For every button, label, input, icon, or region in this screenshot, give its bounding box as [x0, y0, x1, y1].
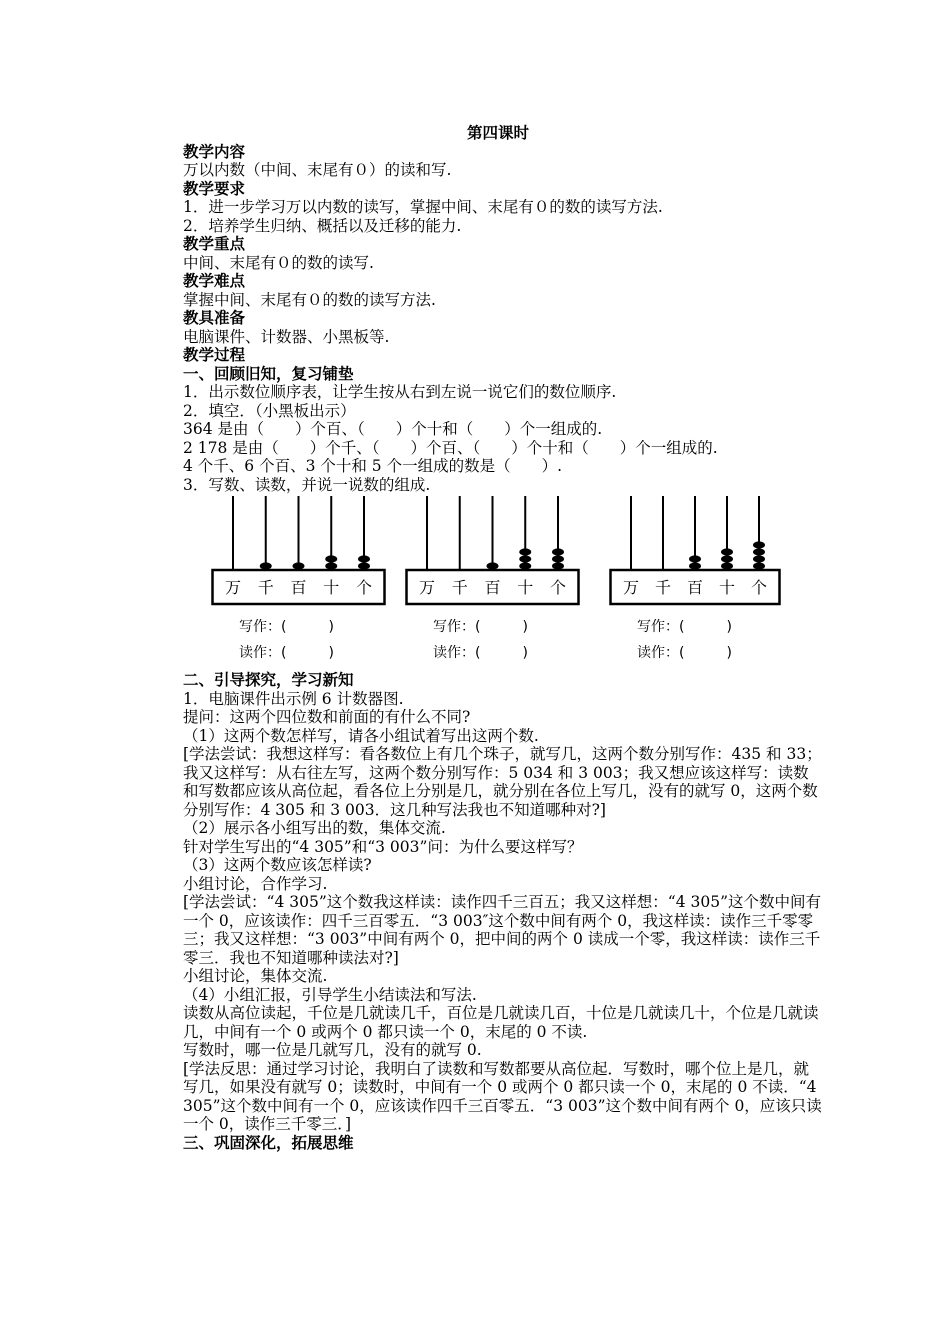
abacus-bead — [753, 555, 765, 562]
key-points-text: 中间、末尾有０的数的读写. — [183, 253, 374, 272]
read-as-blank: 读作：( ) — [239, 645, 334, 661]
difficulty-text: 掌握中间、末尾有０的数的读写方法. — [183, 290, 436, 309]
place-value-label: 个 — [355, 578, 373, 597]
write-as-blank: 写作：( ) — [239, 619, 334, 635]
lesson-title: 第四课时 — [466, 123, 529, 142]
difficulty-heading: 教学难点 — [183, 272, 246, 290]
place-value-label: 千 — [654, 578, 672, 597]
content-heading: 教学内容 — [183, 142, 246, 161]
section-3-heading: 三、巩固深化，拓展思维 — [183, 1133, 354, 1152]
abacus-bead — [753, 548, 765, 555]
abacus-figure-row — [183, 496, 823, 671]
abacus-2 — [405, 496, 580, 661]
section-2-line-1: 1．电脑课件出示例 6 计数器图. — [183, 689, 404, 708]
requirement-2: 2．培养学生归纳、概括以及迁移的能力. — [183, 216, 462, 235]
section-2-para-1: [学法尝试：我想这样写：看各数位上有几个珠子，就写几，这两个数分别写作：435 和 33；我又这样写：从右往左写，这两个数分别写作：5 034 和 3 003；我又想应该这样写：读数和写数都应该从高位起，看各位上分别是几，就分别在各位上写几，没有的就写 0，这两个数分别写作：4 305 和 3 003．这几种写法我也不知道哪种对?] — [183, 745, 822, 819]
abacus-bead — [293, 562, 305, 569]
process-heading: 教学过程 — [183, 346, 246, 364]
place-value-label: 百 — [290, 578, 307, 597]
abacus-bead — [753, 562, 765, 569]
read-as-blank: 读作：( ) — [637, 645, 732, 661]
write-as-blank: 写作：( ) — [637, 619, 732, 635]
write-as-blank: 写作：( ) — [433, 619, 528, 635]
section-1-line-2: 2．填空．（小黑板出示） — [183, 401, 356, 420]
place-value-label: 十 — [517, 578, 534, 597]
abacus-bead — [487, 562, 499, 569]
abacus-1 — [211, 496, 386, 661]
section-2-line-10: 写数时，哪一位是几就写几，没有的就写 0. — [183, 1041, 482, 1059]
section-2-para-2: [学法尝试：“4 305”这个数我这样读：读作四千三百五；我又这样想：“4 305”这个数中间有一个 0，应该读作：四千三百零五．“3 003″这个数中间有两个 0，我这样读：读作三千零零三；我又这样想：“3 003”中间有两个 0，把中间的两个 0 读成一个零，我这样读：读作三千零三．我也不知道哪种读法对?] — [183, 893, 821, 967]
section-1-line-1: 1．出示数位顺序表，让学生按从右到左说一说它们的数位顺序. — [183, 383, 617, 401]
section-2-line-9: （4）小组汇报，引导学生小结读法和写法. — [183, 985, 477, 1004]
abacus-drawing — [211, 496, 386, 608]
abacus-bead — [325, 562, 337, 569]
section-2-para-3: 读数从高位读起，千位是几就读几千，百位是几就读几百，十位是几就读几十，个位是几就读几，中间有一个 0 或两个 0 都只读一个 0，末尾的 0 不读. — [183, 1004, 819, 1041]
abacus-bead — [552, 548, 564, 555]
section-2-line-6: （3）这两个数应该怎样读? — [183, 856, 372, 874]
abacus-bead — [689, 555, 701, 562]
abacus-bead — [519, 555, 531, 562]
abacus-drawing — [405, 496, 580, 608]
abacus-bead — [519, 548, 531, 555]
abacus-bead — [552, 562, 564, 569]
place-value-label: 千 — [451, 578, 468, 597]
abacus-drawing — [609, 496, 781, 608]
place-value-label: 个 — [549, 578, 567, 597]
tools-heading: 教具准备 — [183, 309, 246, 327]
place-value-label: 个 — [750, 578, 768, 597]
abacus-3 — [609, 496, 781, 661]
section-1-line-3: 364 是由（ ）个百、（ ）个十和（ ）个一组成的. — [183, 420, 603, 438]
place-value-label: 百 — [686, 578, 704, 597]
section-2-line-7: 小组讨论，合作学习. — [183, 874, 328, 893]
section-1-heading: 一、回顾旧知，复习铺垫 — [183, 364, 354, 383]
section-1-line-4: 2 178 是由（ ）个千、（ ）个百、（ ）个十和（ ）个一组成的. — [183, 438, 718, 457]
place-value-label: 百 — [484, 578, 501, 597]
section-1-line-6: 3．写数、读数，并说一说数的组成. — [183, 475, 431, 494]
abacus-bead — [358, 555, 370, 562]
tools-text: 电脑课件、计数器、小黑板等. — [183, 327, 390, 346]
abacus-bead — [552, 555, 564, 562]
abacus-bead — [358, 562, 370, 569]
section-1-line-5: 4 个千、6 个百、3 个十和 5 个一组成的数是（ ）. — [183, 457, 563, 475]
place-value-label: 十 — [323, 578, 340, 597]
abacus-bead — [721, 548, 733, 555]
section-2-para-4: [学法反思：通过学习讨论，我明白了读数和写数都要从高位起．写数时，哪个位上是几，就写几，如果没有就写 0；读数时，中间有一个 0 或两个 0 都只读一个 0，末尾的 0 不读．“4 305”这个数中间有一个 0，应该读作四千三百零五．“3 003”这个数中间有两个 0，应该只读一个 0，读作三千零三．] — [183, 1059, 822, 1133]
place-value-label: 千 — [257, 578, 274, 597]
section-2-line-2: 提问：这两个四位数和前面的有什么不同? — [183, 708, 471, 726]
read-as-blank: 读作：( ) — [433, 645, 528, 661]
place-value-label: 万 — [224, 578, 242, 597]
section-2-line-5: 针对学生写出的“4 305”和“3 003”问：为什么要这样写？ — [183, 837, 583, 856]
abacus-bead — [325, 555, 337, 562]
requirements-heading: 教学要求 — [183, 179, 246, 198]
key-points-heading: 教学重点 — [183, 235, 246, 253]
place-value-label: 十 — [718, 578, 736, 597]
section-2-line-3: （1）这两个数怎样写，请各小组试着写出这两个数. — [183, 726, 539, 745]
abacus-bead — [260, 562, 272, 569]
abacus-bead — [721, 555, 733, 562]
abacus-bead — [753, 541, 765, 548]
place-value-label: 万 — [418, 578, 436, 597]
place-value-label: 万 — [622, 578, 640, 597]
section-2-line-8: 小组讨论，集体交流. — [183, 967, 328, 985]
content-text: 万以内数（中间、末尾有０）的读和写. — [183, 161, 452, 179]
abacus-bead — [519, 562, 531, 569]
section-2-heading: 二、引导探究，学习新知 — [183, 671, 354, 689]
requirement-1: 1．进一步学习万以内数的读写，掌握中间、末尾有０的数的读写方法. — [183, 198, 663, 216]
section-2-line-4: （2）展示各小组写出的数，集体交流. — [183, 819, 446, 837]
document-page — [183, 124, 823, 1152]
abacus-bead — [689, 562, 701, 569]
abacus-bead — [721, 562, 733, 569]
